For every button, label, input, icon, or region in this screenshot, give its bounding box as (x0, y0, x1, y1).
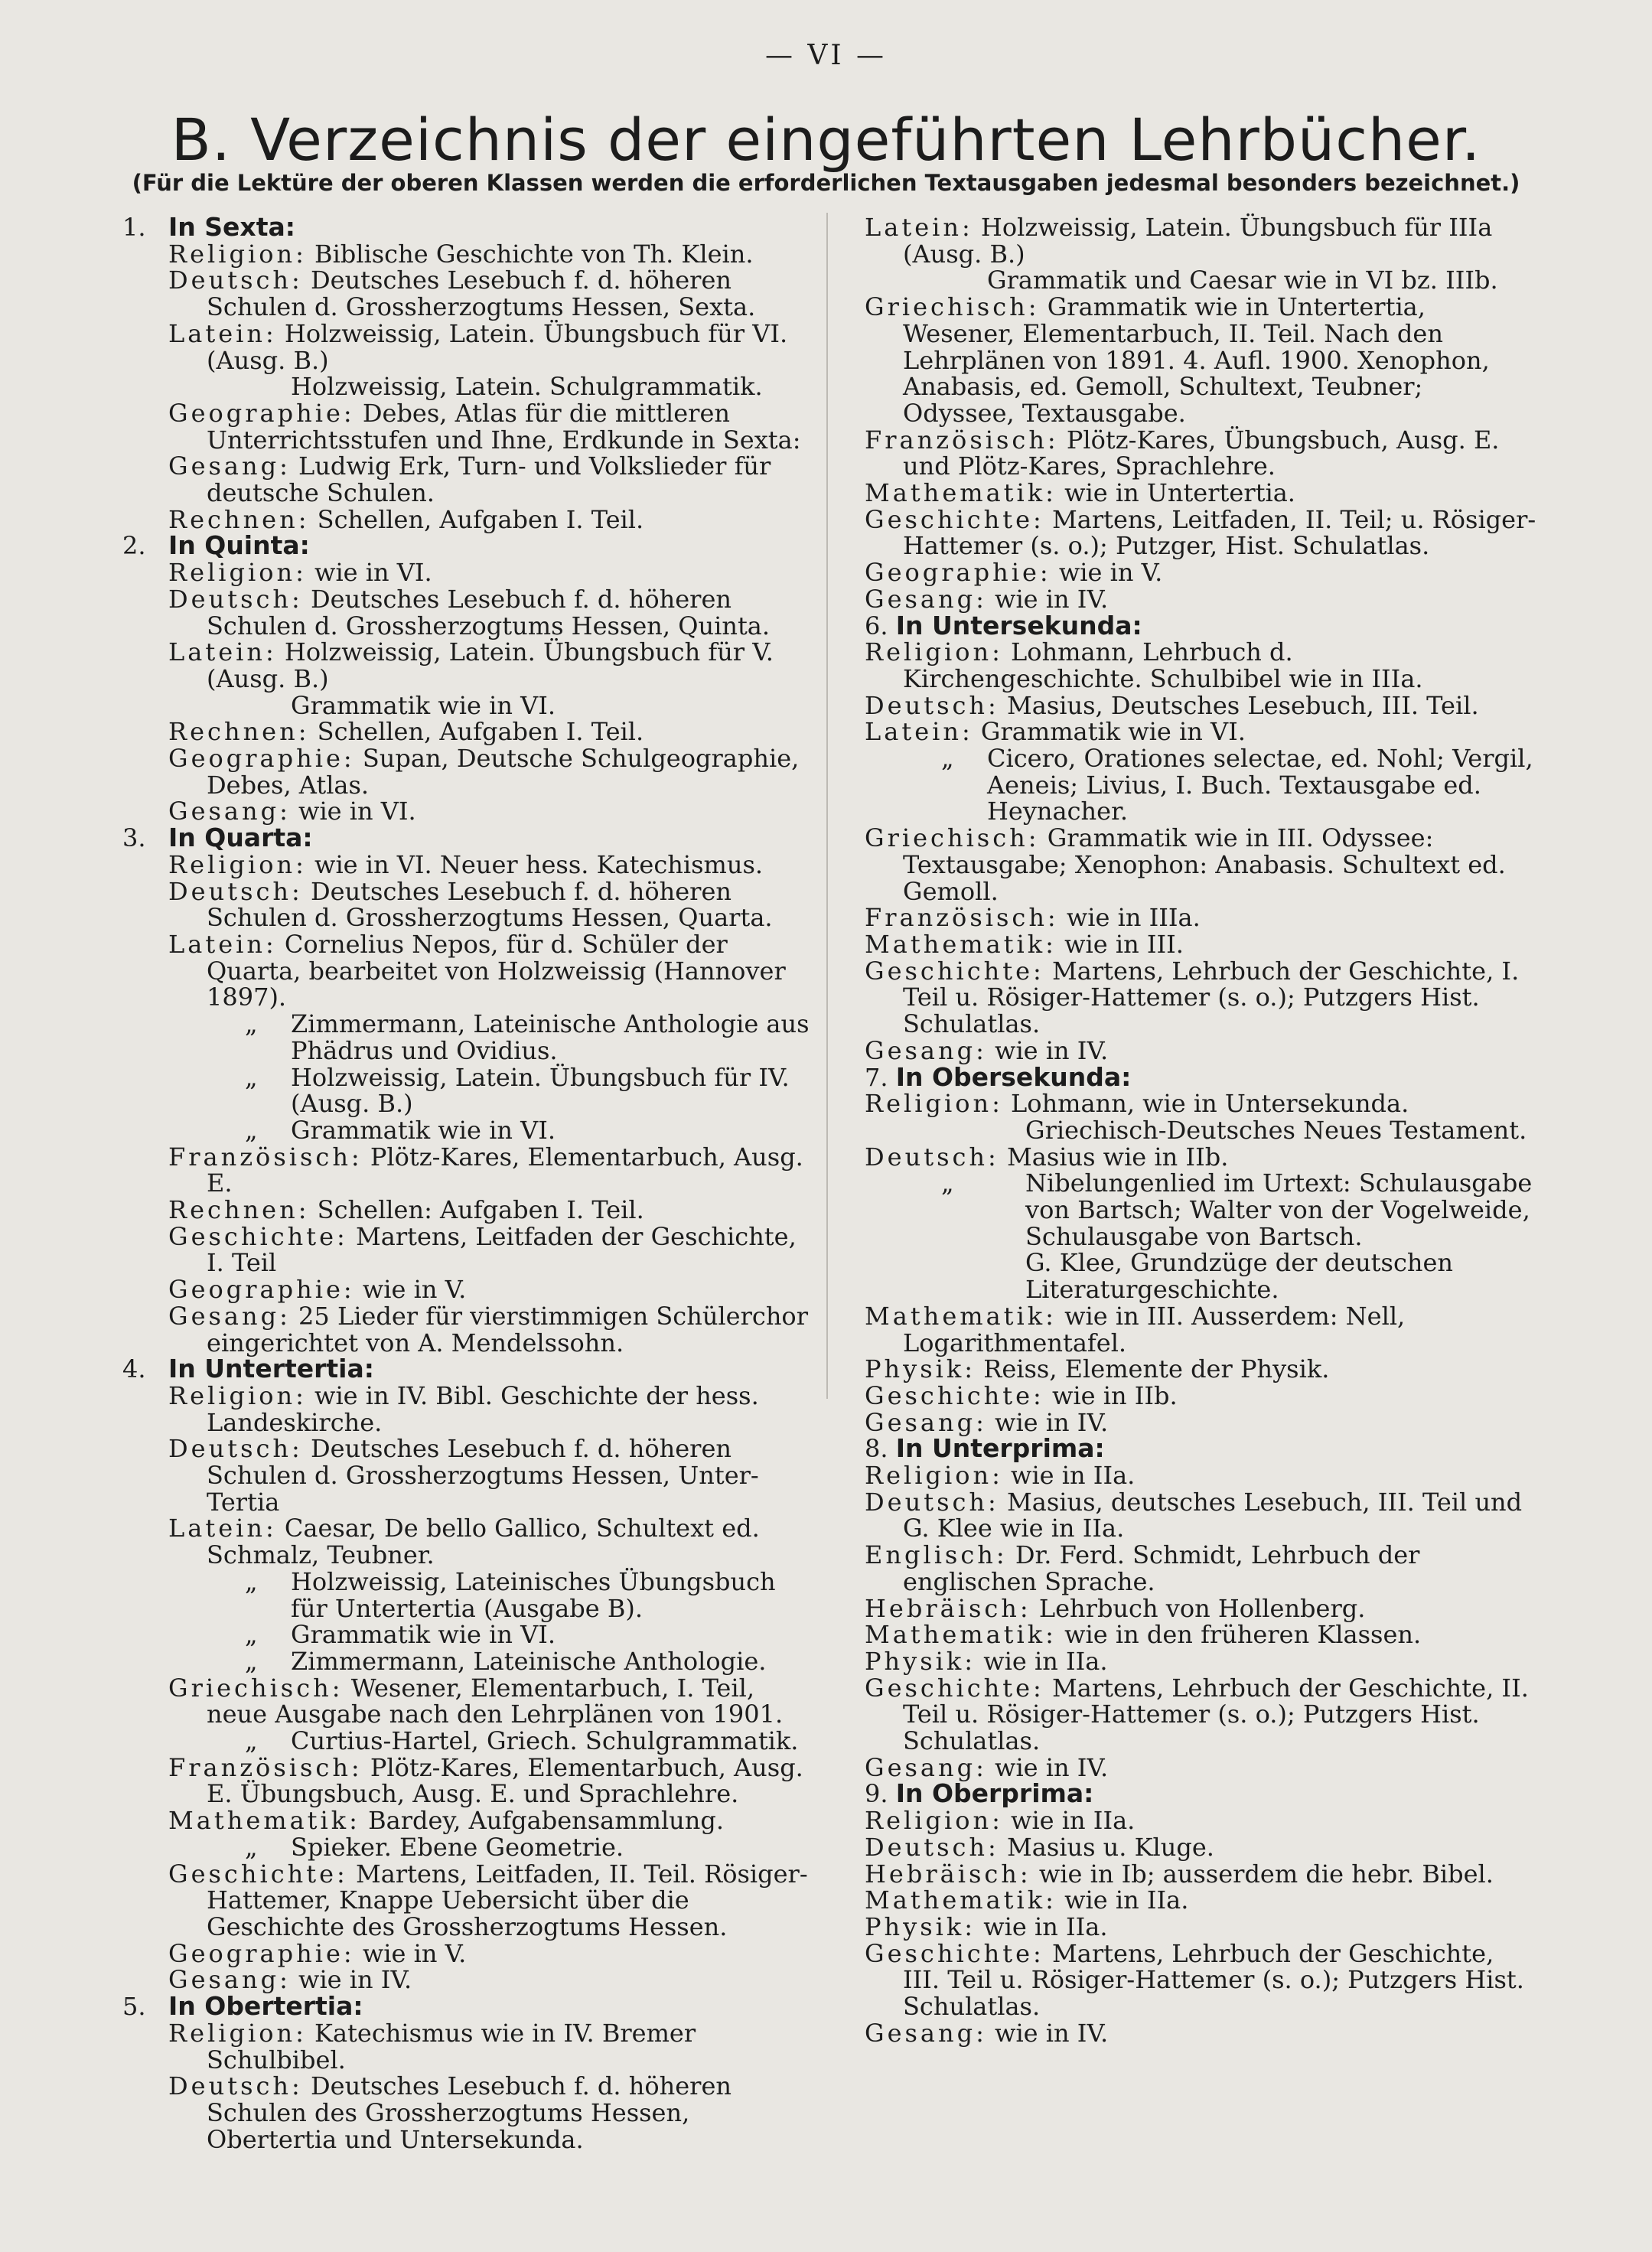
entry-griechisch (122, 1675, 815, 1755)
entry-continuation: „ Holzweissig, Lateinisches Übungsbuch für Untertertia (Ausgabe B). (168, 1569, 815, 1621)
entry-continuation: „ Zimmermann, Lateinische Anthologie. (168, 1648, 815, 1675)
entry-text: Masius u. Kluge. (999, 1832, 1214, 1862)
entry-franzoesisch (865, 904, 1538, 931)
entry-text: wie in III. Ausserdem: Nell, Logarithmentafel. (903, 1301, 1406, 1357)
subject-label: Latein: (168, 1514, 277, 1543)
entry-text: Masius wie in IIb. (999, 1142, 1229, 1172)
entry-geschichte (865, 958, 1538, 1038)
subject-label: Religion: (865, 1089, 1003, 1119)
entry-text: Martens, Leitfaden, II. Teil. Rösiger-Hattemer, Knappe Uebersicht über die Geschichte des Grossherzogtums Hessen. (207, 1859, 808, 1941)
entry-text: Supan, Deutsche Schulgeographie, Debes, Atlas. (207, 744, 800, 800)
entry-text: 25 Lieder für vierstimmigen Schülerchor eingerichtet von A. Mendelssohn. (207, 1301, 808, 1357)
entry-text: Reiss, Elemente der Physik. (976, 1354, 1330, 1384)
section-unterprima (865, 1433, 1538, 1782)
entry-text: Plötz-Kares, Elementarbuch, Ausg. E. (207, 1142, 803, 1198)
subject-label: Mathematik: (865, 1885, 1057, 1915)
entry-religion (122, 241, 815, 268)
entry-continuation: „ Holzweissig, Latein. Übungsbuch für IV. (Ausg. B.) (168, 1064, 815, 1117)
entry-text: Lohmann, wie in Untersekunda. (1002, 1089, 1409, 1119)
entry-rechnen (122, 1197, 815, 1224)
entry-text: Holzweissig, Latein. Übungsbuch für IIIa (Ausg. B.) (903, 213, 1493, 269)
subject-label: Latein: (865, 213, 973, 242)
subject-label: Deutsch: (865, 690, 999, 720)
entry-mathematik (865, 1887, 1538, 1914)
subject-label: Mathematik: (865, 1301, 1057, 1331)
entry-text: Grammatik wie in VI. (973, 717, 1246, 747)
entry-deutsch (122, 878, 815, 931)
entry-text: wie in IIa. (976, 1912, 1108, 1941)
entry-text: wie in V. (354, 1938, 467, 1968)
subject-label: Französisch: (168, 1752, 363, 1782)
subject-label: Religion: (168, 1380, 307, 1410)
section-number: 2. (122, 531, 146, 561)
entry-religion (122, 2020, 815, 2073)
section-untersekunda (865, 610, 1538, 1065)
subject-label: Hebräisch: (865, 1593, 1031, 1623)
entry-deutsch (865, 1489, 1538, 1542)
left-column (122, 214, 815, 2153)
section-heading (865, 1433, 1538, 1464)
section-sexta (122, 214, 815, 533)
section-number: 8. (865, 1434, 888, 1464)
entry-text: Debes, Atlas für die mittleren Unterrichtsstufen und Ihne, Erdkunde in Sexta: (207, 398, 801, 455)
section-title: In Quinta: (168, 530, 310, 561)
subject-label: Religion: (865, 637, 1003, 667)
entry-text: Masius, deutsches Lesebuch, III. Teil und G. Klee wie in IIa. (903, 1487, 1523, 1543)
entry-text: wie in IV. Bibl. Geschichte der hess. Landeskirche. (207, 1380, 759, 1437)
section-obertertia-part2 (865, 214, 1538, 613)
subject-label: Geschichte: (865, 956, 1044, 986)
subject-label: Geschichte: (168, 1221, 348, 1251)
entry-deutsch (122, 267, 815, 320)
entry-deutsch (865, 1144, 1538, 1303)
entry-text: Deutsches Lesebuch f. d. höheren Schulen des Grossherzogtums Hessen, Obertertia und Untersekunda. (207, 2071, 732, 2154)
subject-label: Geschichte: (168, 1859, 348, 1889)
entry-text: wie in IV. (986, 1752, 1109, 1782)
entry-mathematik (865, 1303, 1538, 1356)
subject-label: Latein: (168, 637, 277, 667)
entry-deutsch (122, 586, 815, 639)
entry-latein (122, 931, 815, 1144)
entry-gesang (122, 798, 815, 825)
entry-text: wie in III. (1056, 929, 1184, 959)
section-title: In Untertertia: (168, 1354, 374, 1384)
subject-label: Deutsch: (865, 1142, 999, 1172)
subject-label: Englisch: (865, 1540, 1008, 1570)
subject-label: Physik: (865, 1912, 976, 1941)
section-quinta (122, 530, 815, 826)
section-number: 3. (122, 823, 146, 853)
section-heading (865, 1778, 1538, 1809)
section-number: 6. (865, 611, 888, 640)
entry-continuation: „ Grammatik wie in VI. (168, 1621, 815, 1648)
entry-text: wie in VI. (290, 797, 416, 826)
subject-label: Rechnen: (168, 717, 310, 747)
subject-label: Gesang: (168, 451, 291, 481)
subject-label: Physik: (865, 1354, 976, 1384)
entry-text: Wesener, Elementarbuch, I. Teil, neue Ausgabe nach den Lehrplänen von 1901. (207, 1673, 784, 1729)
entry-latein (122, 1515, 815, 1674)
entry-gesang (122, 453, 815, 506)
entry-text: Lehrbuch von Hollenberg. (1031, 1593, 1366, 1623)
entry-text: Grammatik wie in Untertertia, Wesener, Elementarbuch, II. Teil. Nach den Lehrplänen von 1891. 4. Aufl. 1900. Xenophon, Anabasis, ed. Gemoll, Schultext, Teubner; Odyssee, Textausgabe. (903, 292, 1490, 428)
subject-label: Religion: (865, 1461, 1003, 1491)
section-heading (122, 1993, 815, 2020)
section-number: 4. (122, 1354, 146, 1384)
entry-continuation: Grammatik wie in VI. (291, 690, 556, 720)
subject-label: Gesang: (865, 1035, 987, 1065)
entry-text: Bardey, Aufgabensammlung. (360, 1806, 725, 1836)
entry-mathematik (122, 1807, 815, 1860)
entry-text: Biblische Geschichte von Th. Klein. (306, 239, 754, 269)
entry-text: Ludwig Erk, Turn- und Volkslieder für deutsche Schulen. (207, 451, 771, 508)
entry-text: wie in IIIa. (1058, 903, 1201, 933)
entry-physik (865, 1914, 1538, 1941)
entry-continuation: Holzweissig, Latein. Schulgrammatik. (291, 372, 763, 402)
subject-label: Rechnen: (168, 504, 310, 534)
entry-text: wie in V. (1051, 558, 1163, 588)
entry-franzoesisch (865, 427, 1538, 480)
subject-label: Gesang: (865, 2018, 987, 2048)
subject-label: Geschichte: (865, 1938, 1044, 1968)
entry-rechnen (122, 504, 815, 534)
subject-label: Gesang: (168, 797, 291, 826)
entry-text: Deutsches Lesebuch f. d. höheren Schulen d. Grossherzogtums Hessen, Quarta. (207, 876, 773, 933)
subject-label: Geschichte: (865, 1673, 1044, 1703)
subject-label: Gesang: (168, 1965, 291, 1995)
subject-label: Mathematik: (865, 1620, 1057, 1650)
entry-gesang (122, 1967, 815, 1993)
entry-gesang (865, 2020, 1538, 2047)
entry-text: wie in IV. (986, 1407, 1109, 1437)
entry-religion (122, 1380, 815, 1437)
page-title: B. Verzeichnis der eingeführten Lehrbücher. (171, 106, 1481, 174)
subject-label: Französisch: (865, 425, 1059, 455)
entry-text: wie in IIb. (1044, 1380, 1178, 1410)
subject-label: Geographie: (168, 1275, 355, 1305)
entry-text: Deutsches Lesebuch f. d. höheren Schulen d. Grossherzogtums Hessen, Quinta. (207, 584, 771, 640)
entry-geschichte (122, 1861, 815, 1941)
subject-label: Mathematik: (865, 929, 1057, 959)
subject-label: Latein: (168, 318, 277, 348)
entry-geschichte (865, 1675, 1538, 1755)
entry-text: wie in VI. Neuer hess. Katechismus. (306, 849, 764, 879)
entry-text: wie in IV. (986, 2018, 1109, 2048)
entry-text: Holzweissig, Latein. Übungsbuch für V. (Ausg. B.) (207, 637, 774, 693)
entry-hebraeisch (865, 1861, 1538, 1888)
entry-geographie (122, 745, 815, 798)
subject-label: Religion: (865, 1806, 1003, 1836)
entry-geschichte (865, 1938, 1538, 2022)
section-oberprima (865, 1778, 1538, 2048)
section-title: In Quarta: (168, 823, 313, 853)
entry-religion (122, 849, 815, 879)
entry-text: wie in IV. (290, 1965, 412, 1995)
entry-rechnen (122, 719, 815, 745)
entry-geschichte (122, 1221, 815, 1278)
subject-label: Gesang: (168, 1301, 291, 1331)
entry-mathematik (865, 931, 1538, 958)
subject-label: Griechisch: (168, 1673, 344, 1703)
entry-franzoesisch (122, 1144, 815, 1197)
subject-label: Französisch: (865, 903, 1059, 933)
entry-continuation: „ Cicero, Orationes selectae, ed. Nohl; Vergil, Aeneis; Livius, I. Buch. Textausgabe ed. Heynacher. (865, 745, 1538, 825)
section-heading (865, 610, 1538, 640)
entry-religion (865, 1090, 1538, 1143)
subject-label: Gesang: (865, 1407, 987, 1437)
entry-deutsch (865, 690, 1538, 720)
section-title: In Unterprima: (895, 1433, 1105, 1464)
entry-gesang (865, 586, 1538, 613)
subject-label: Geographie: (168, 398, 355, 428)
entry-englisch (865, 1542, 1538, 1595)
subject-label: Religion: (168, 558, 307, 588)
entry-deutsch (865, 1834, 1538, 1861)
subject-label: Geographie: (168, 744, 355, 774)
subject-label: Französisch: (168, 1142, 363, 1172)
entry-geschichte (865, 1380, 1538, 1410)
entry-text: wie in IIa. (976, 1646, 1108, 1676)
entry-physik (865, 1356, 1538, 1383)
entry-geschichte (865, 504, 1538, 561)
entry-text: wie in IIa. (1056, 1885, 1189, 1915)
entry-religion (122, 559, 815, 586)
section-title: In Untersekunda: (895, 610, 1142, 640)
entry-griechisch (865, 825, 1538, 904)
entry-continuation: „ Grammatik wie in VI. (168, 1117, 815, 1144)
entry-text: wie in Ib; ausserdem die hebr. Bibel. (1031, 1859, 1494, 1889)
entry-continuation: „ Nibelungenlied im Urtext: Schulausgabe von Bartsch; Walter von der Vogelweide, Schulausgabe von Bartsch. (865, 1170, 1538, 1250)
entry-text: Schellen, Aufgaben I. Teil. (309, 504, 644, 534)
subject-label: Griechisch: (865, 292, 1040, 322)
subject-label: Hebräisch: (865, 1859, 1031, 1889)
subject-label: Geschichte: (865, 1380, 1044, 1410)
entry-text: Martens, Lehrbuch der Geschichte, I. Teil u. Rösiger-Hattemer (s. o.); Putzgers Hist. Schulatlas. (903, 956, 1520, 1039)
subject-label: Physik: (865, 1646, 976, 1676)
subject-label: Deutsch: (168, 266, 303, 295)
entry-text: Deutsches Lesebuch f. d. höheren Schulen d. Grossherzogtums Hessen, Sexta. (207, 266, 756, 322)
entry-mathematik (865, 1621, 1538, 1648)
entry-text: wie in den früheren Klassen. (1056, 1620, 1422, 1650)
entry-text: Schellen: Aufgaben I. Teil. (309, 1195, 644, 1225)
section-heading (865, 1061, 1538, 1092)
subject-label: Latein: (865, 717, 973, 747)
entry-physik (865, 1648, 1538, 1675)
section-number: 5. (122, 1992, 146, 2022)
section-number: 7. (865, 1062, 888, 1092)
entry-text: wie in IV. (986, 584, 1109, 614)
entry-text: Plötz-Kares, Übungsbuch, Ausg. E. und Plötz-Kares, Sprachlehre. (903, 425, 1500, 481)
entry-geographie (865, 559, 1538, 586)
entry-deutsch (122, 2073, 815, 2153)
entry-text: Plötz-Kares, Elementarbuch, Ausg. E. Übungsbuch, Ausg. E. und Sprachlehre. (207, 1752, 803, 1809)
entry-text: Grammatik wie in III. Odyssee: Textausgabe; Xenophon: Anabasis. Schultext ed. Gemoll. (903, 823, 1506, 906)
subject-label: Deutsch: (168, 1434, 303, 1464)
subject-label: Rechnen: (168, 1195, 310, 1225)
entry-latein (865, 214, 1538, 294)
entry-continuation: „ Curtius-Hartel, Griech. Schulgrammatik. (168, 1728, 815, 1755)
entry-deutsch (122, 1436, 815, 1515)
section-obersekunda (865, 1061, 1538, 1437)
entry-text: Katechismus wie in IV. Bremer Schulbibel. (207, 2018, 696, 2074)
entry-geographie (122, 1938, 815, 1968)
page-subtitle: (Für die Lektüre der oberen Klassen werden die erforderlichen Textausgaben jedesmal besonders bezeichnet.) (132, 170, 1520, 196)
entry-continuation: Griechisch-Deutsches Neues Testament. (1025, 1115, 1527, 1145)
subject-label: Religion: (168, 2018, 307, 2048)
entry-religion (865, 639, 1538, 692)
entry-text: Caesar, De bello Gallico, Schultext ed. Schmalz, Teubner. (207, 1514, 760, 1570)
entry-text: Martens, Lehrbuch der Geschichte, II. Teil u. Rösiger-Hattemer (s. o.); Putzgers Hist. Schulatlas. (903, 1673, 1529, 1756)
page-number: — VI — (764, 40, 888, 71)
section-title: In Sexta: (168, 212, 295, 242)
entry-gesang (865, 1035, 1538, 1065)
section-title: In Obertertia: (168, 1991, 363, 2022)
entry-text: wie in IV. (986, 1035, 1109, 1065)
entry-religion (865, 1462, 1538, 1489)
entry-gesang (865, 1752, 1538, 1782)
entry-latein (122, 318, 815, 402)
entry-gesang (122, 1303, 815, 1356)
entry-text: Deutsches Lesebuch f. d. höheren Schulen d. Grossherzogtums Hessen, Unter-Tertia (207, 1434, 759, 1517)
entry-geographie (122, 1276, 815, 1303)
entry-continuation: Grammatik und Caesar wie in VI bz. IIIb. (987, 266, 1498, 295)
entry-griechisch (865, 294, 1538, 427)
entry-text: wie in V. (354, 1275, 467, 1305)
subject-label: Religion: (168, 239, 307, 269)
subject-label: Religion: (168, 849, 307, 879)
entry-text: Lohmann, Lehrbuch d. Kirchengeschichte. Schulbibel wie in IIIa. (903, 637, 1423, 693)
entry-text: wie in IIa. (1002, 1806, 1136, 1836)
subject-label: Deutsch: (168, 584, 303, 614)
entry-text: wie in Untertertia. (1056, 478, 1295, 508)
subject-label: Latein: (168, 929, 277, 959)
section-heading (122, 1356, 815, 1383)
subject-label: Gesang: (865, 584, 987, 614)
entry-gesang (865, 1407, 1538, 1437)
subject-label: Mathematik: (865, 478, 1057, 508)
entry-text: Cornelius Nepos, für d. Schüler der Quarta, bearbeitet von Holzweissig (Hannover 1897). (207, 929, 786, 1012)
subject-label: Deutsch: (865, 1832, 999, 1862)
subject-label: Geographie: (865, 558, 1051, 588)
section-quarta (122, 825, 815, 1356)
entry-text: Martens, Leitfaden der Geschichte, I. Teil (207, 1221, 797, 1278)
section-number: 1. (122, 213, 146, 242)
entry-latein (865, 719, 1538, 825)
entry-text: wie in VI. (306, 558, 432, 588)
entry-religion (865, 1807, 1538, 1834)
entry-text: Holzweissig, Latein. Übungsbuch für VI. (Ausg. B.) (207, 318, 788, 375)
entry-franzoesisch (122, 1752, 815, 1809)
section-obertertia-part1 (122, 1993, 815, 2153)
section-heading (122, 530, 815, 561)
section-title: In Oberprima: (895, 1778, 1094, 1809)
entry-continuation: G. Klee, Grundzüge der deutschen Literaturgeschichte. (1025, 1248, 1454, 1305)
entry-text: wie in IIa. (1002, 1461, 1136, 1491)
subject-label: Geographie: (168, 1938, 355, 1968)
entry-latein (122, 639, 815, 719)
section-number: 9. (865, 1779, 888, 1809)
entry-geographie (122, 400, 815, 453)
column-divider (826, 213, 828, 1399)
entry-text: Martens, Lehrbuch der Geschichte, III. Teil u. Rösiger-Hattemer (s. o.); Putzgers Hist. Schulatlas. (903, 1938, 1524, 2022)
entry-continuation: „ Zimmermann, Lateinische Anthologie aus Phädrus und Ovidius. (168, 1011, 815, 1064)
subject-label: Deutsch: (168, 876, 303, 906)
entry-mathematik (865, 480, 1538, 507)
subject-label: Deutsch: (168, 2071, 303, 2101)
entry-continuation: „ Spieker. Ebene Geometrie. (168, 1834, 815, 1861)
entry-text: Martens, Leitfaden, II. Teil; u. Rösiger-Hattemer (s. o.); Putzger, Hist. Schulatlas. (903, 504, 1536, 561)
entry-text: Schellen, Aufgaben I. Teil. (309, 717, 644, 747)
entry-text: Masius, Deutsches Lesebuch, III. Teil. (999, 690, 1479, 720)
subject-label: Geschichte: (865, 504, 1044, 534)
subject-label: Griechisch: (865, 823, 1040, 853)
section-untertertia (122, 1356, 815, 1993)
entry-text: Dr. Ferd. Schmidt, Lehrbuch der englischen Sprache. (903, 1540, 1420, 1596)
section-heading (122, 825, 815, 852)
section-heading (122, 214, 815, 241)
entry-hebraeisch (865, 1595, 1538, 1622)
subject-label: Deutsch: (865, 1487, 999, 1517)
subject-label: Gesang: (865, 1752, 987, 1782)
section-title: In Obersekunda: (895, 1061, 1132, 1092)
subject-label: Mathematik: (168, 1806, 360, 1836)
right-column (865, 214, 1538, 2047)
